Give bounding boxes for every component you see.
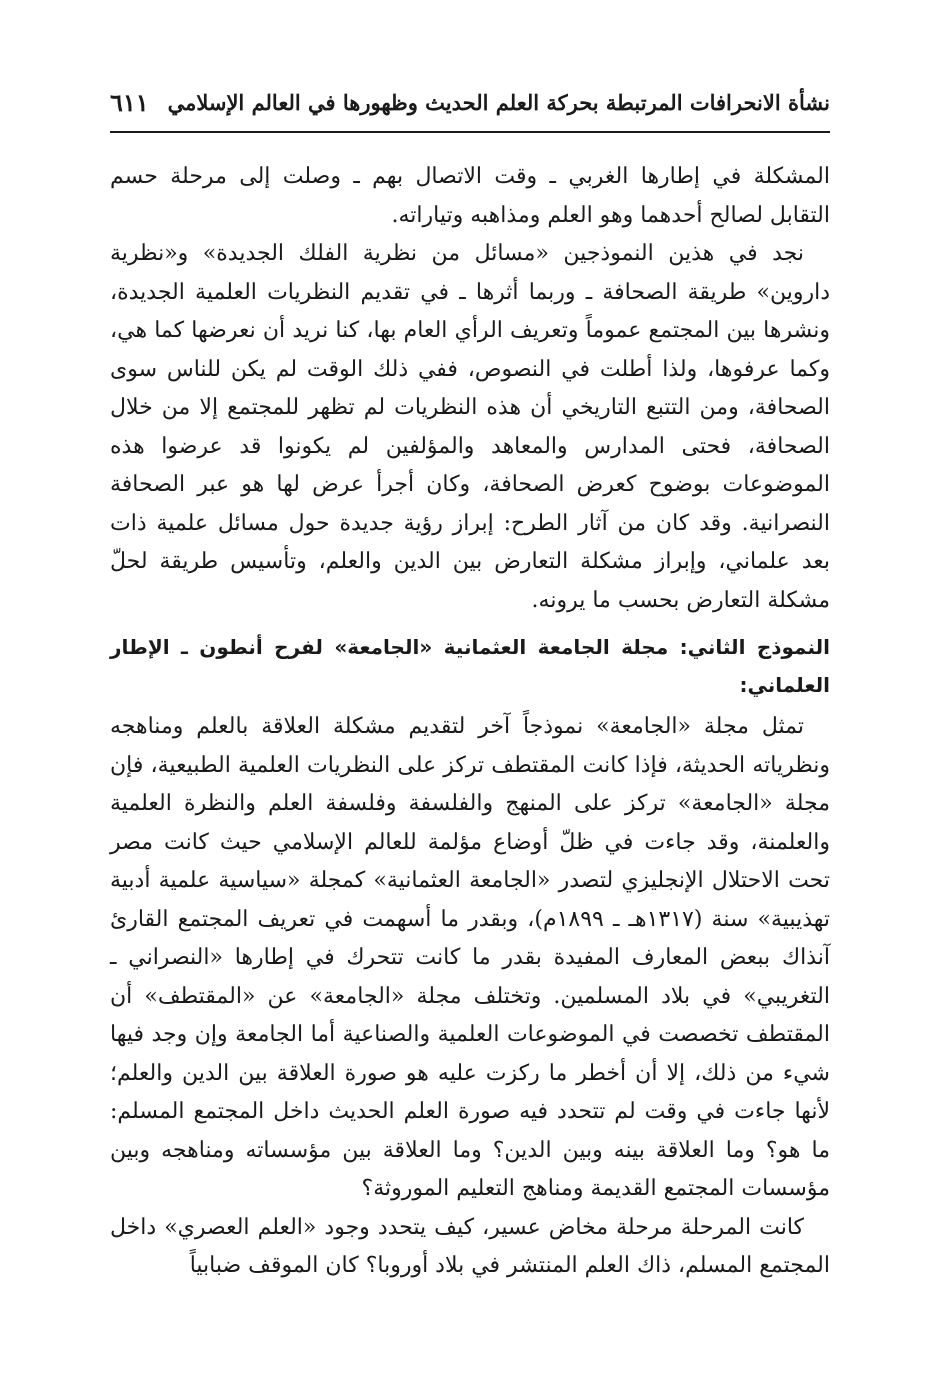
- body-text: [110, 158, 830, 1286]
- header-divider: [110, 131, 830, 133]
- running-header: [110, 88, 830, 128]
- section-heading: النموذج الثاني: مجلة الجامعة العثمانية «الجامعة» لفرح أنطون ـ الإطار العلماني:: [110, 635, 830, 697]
- paragraph: نجد في هذين النموذجين «مسائل من نظرية الفلك الجديدة» و«نظرية داروين» طريقة الصحافة ـ وربما أثرها ـ في تقديم النظريات العلمية الجديدة، ونشرها بين المجتمع عموماً وتعريف الرأي العام بها، كنا نريد أن نعرضها كما هي، وكما عرفوها، ولذا أطلت في النصوص، ففي ذلك الوقت لم يكن للناس سوى الصحافة، ومن التتبع التاريخي أن هذه النظريات لم تظهر للمجتمع إلا من خلال الصحافة، فحتى المدارس والمعاهد والمؤلفين لم يكونوا قد عرضوا هذه الموضوعات بوضوح كعرض الصحافة، وكان أجرأ عرض لها هو عبر الصحافة النصرانية. وقد كان من آثار الطرح: إبراز رؤية جديدة حول مسائل علمية ذات بعد علماني، وإبراز مشكلة التعارض بين الدين والعلم، وتأسيس طريقة لحلّ مشكلة التعارض بحسب ما يرونه.: [110, 241, 830, 613]
- page-number: ٦١١: [110, 88, 149, 117]
- paragraph: كانت المرحلة مرحلة مخاض عسير، كيف يتحدد وجود «العلم العصري» داخل المجتمع المسلم، ذاك العلم المنتشر في بلاد أوروبا؟ كان الموقف ضبابياً: [110, 1214, 830, 1278]
- paragraph: تمثل مجلة «الجامعة» نموذجاً آخر لتقديم مشكلة العلاقة بالعلم ومناهجه ونظرياته الحديثة، فإذا كانت المقتطف تركز على النظريات العلمية الطبيعية، فإن مجلة «الجامعة» تركز على المنهج والفلسفة وفلسفة العلم والنظرة العلمية والعلمنة، وقد جاءت في ظلّ أوضاع مؤلمة للعالم الإسلامي حيث كانت مصر تحت الاحتلال الإنجليزي لتصدر «الجامعة العثمانية» كمجلة «سياسية علمية أدبية تهذيبية» سنة (١٣١٧هـ ـ ١٨٩٩م)، وبقدر ما أسهمت في تعريف المجتمع القارئ آنذاك ببعض المعارف المفيدة بقدر ما كانت تتحرك في إطارها «النصراني ـ التغريبي» في بلاد المسلمين. وتختلف مجلة «الجامعة» عن «المقتطف» أن المقتطف تخصصت في الموضوعات العلمية والصناعية أما الجامعة وإن وجد فيها شيء من ذلك، إلا أن أخطر ما ركزت عليه هو صورة العلاقة بين الدين والعلم؛ لأنها جاءت في وقت لم تتحدد فيه صورة العلم الحديث داخل المجتمع المسلم: ما هو؟ وما العلاقة بينه وبين الدين؟ وما العلاقة بين مؤسساته ومناهجه وبين مؤسسات المجتمع القديمة ومناهج التعليم الموروثة؟: [110, 714, 831, 1201]
- paragraph: المشكلة في إطارها الغربي ـ وقت الاتصال بهم ـ وصلت إلى مرحلة حسم التقابل لصالح أحدهما وهو العلم ومذاهبه وتياراته.: [110, 164, 830, 228]
- running-title: نشأة الانحرافات المرتبطة بحركة العلم الحديث وظهورها في العالم الإسلامي: [167, 90, 830, 115]
